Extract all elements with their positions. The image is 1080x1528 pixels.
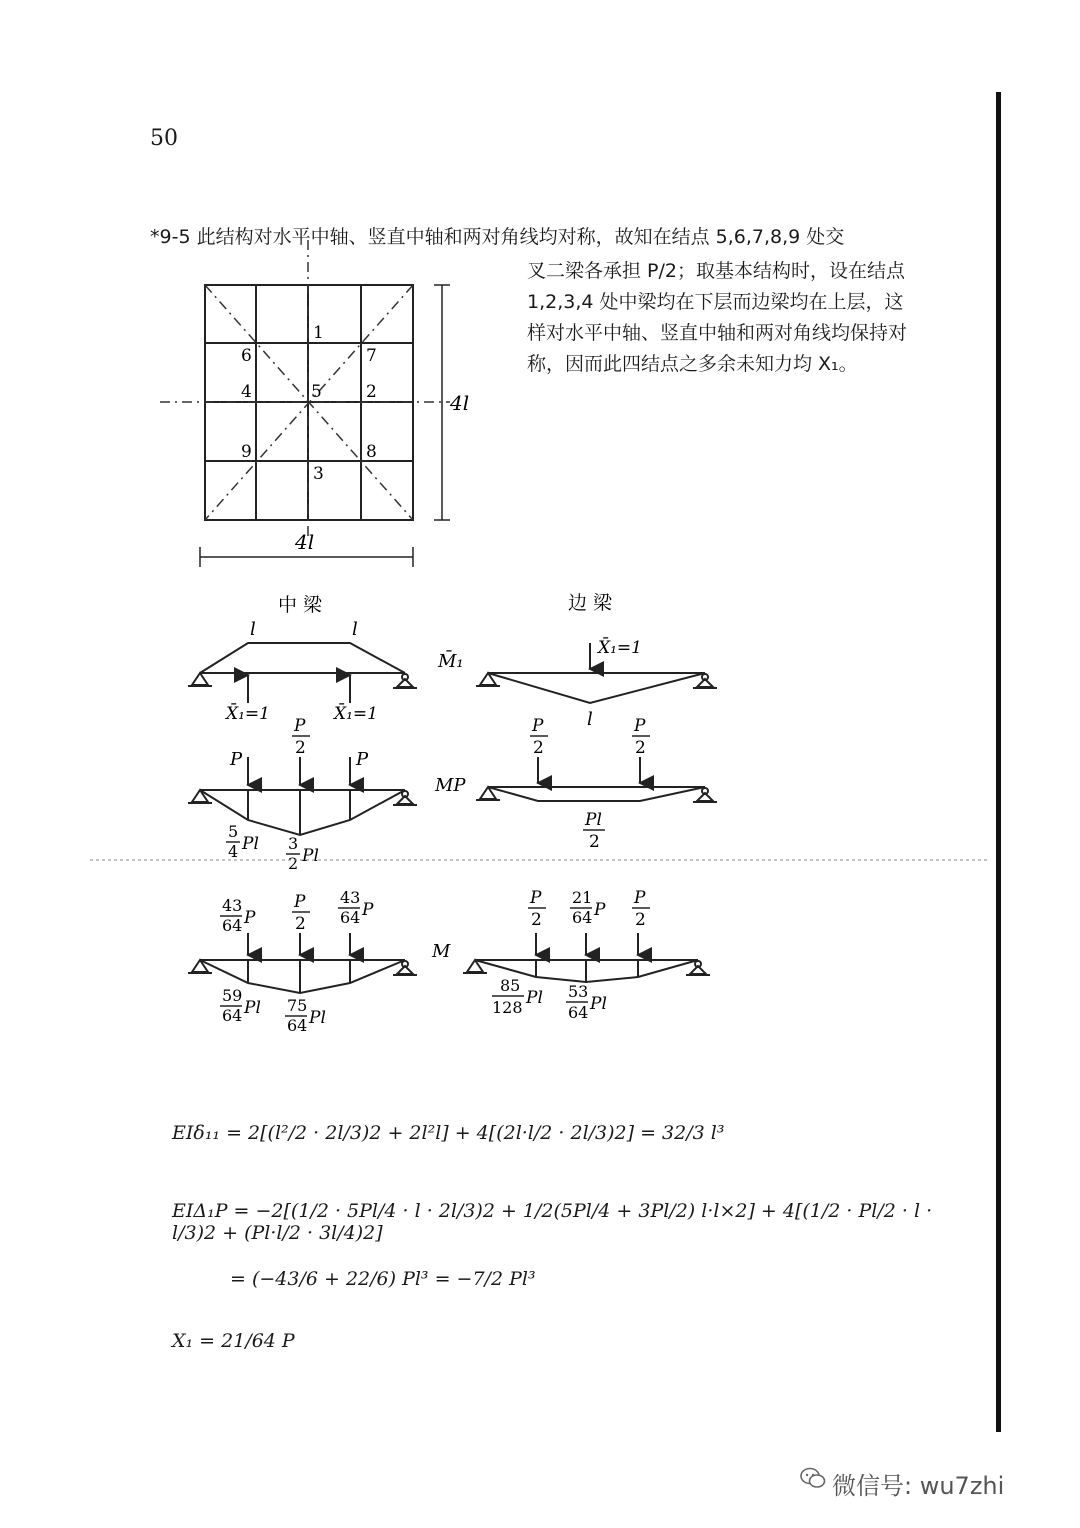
svg-text:64: 64	[287, 1016, 308, 1035]
label-M1: M̄₁	[438, 651, 464, 672]
svg-text:2: 2	[288, 854, 299, 873]
node-4: 4	[241, 382, 252, 402]
edge-beam-title: 边 梁	[568, 592, 613, 614]
svg-text:4: 4	[228, 842, 239, 861]
svg-text:Pl: Pl	[244, 998, 261, 1018]
label-MP: MP	[435, 775, 466, 796]
svg-text:53: 53	[568, 982, 589, 1001]
svg-text:21: 21	[572, 888, 593, 907]
svg-text:P: P	[530, 888, 542, 908]
wechat-icon	[800, 1466, 826, 1490]
svg-text:P: P	[634, 716, 646, 736]
node-6: 6	[241, 346, 252, 366]
dim-bottom-label: 4l	[295, 530, 315, 554]
node-5: 5	[311, 382, 322, 402]
svg-text:43: 43	[340, 888, 361, 907]
equation-1: EIδ₁₁ = 2[(l²/2 · 2l/3)2 + 2l²l] + 4[(2l·l/2 · 2l/3)2] = 32/3 l³	[172, 1122, 725, 1144]
svg-text:64: 64	[222, 916, 243, 935]
node-9: 9	[241, 442, 252, 462]
svg-text:2: 2	[589, 832, 600, 852]
watermark-text: 微信号: wu7zhi	[832, 1472, 1005, 1500]
svg-text:l: l	[352, 619, 358, 640]
svg-text:2: 2	[533, 738, 544, 758]
svg-text:l: l	[587, 709, 593, 730]
svg-text:P: P	[362, 900, 374, 920]
svg-text:3: 3	[288, 834, 299, 853]
equation-3: = (−43/6 + 22/6) Pl³ = −7/2 Pl³	[230, 1268, 536, 1290]
node-3: 3	[313, 464, 324, 484]
equation-4: X₁ = 21/64 P	[172, 1330, 295, 1352]
svg-text:128: 128	[492, 998, 523, 1017]
problem-text-line1: *9-5 此结构对水平中轴、竖直中轴和两对角线均对称，故知在结点 5,6,7,8,9 处交	[150, 226, 845, 248]
svg-text:P: P	[356, 749, 369, 770]
middle-beam-title: 中 梁	[278, 594, 323, 616]
svg-text:P: P	[594, 900, 606, 920]
svg-text:Pl: Pl	[302, 846, 319, 866]
svg-text:Pl: Pl	[309, 1008, 326, 1028]
node-7: 7	[366, 346, 377, 366]
svg-text:P: P	[244, 908, 256, 928]
svg-text:64: 64	[340, 908, 361, 927]
svg-text:2: 2	[295, 738, 306, 758]
svg-text:P: P	[230, 749, 243, 770]
page-separator	[90, 858, 990, 862]
svg-text:X̄₁=1: X̄₁=1	[334, 704, 378, 724]
svg-text:85: 85	[500, 976, 521, 995]
svg-text:2: 2	[635, 738, 646, 758]
svg-text:75: 75	[287, 996, 308, 1015]
svg-text:2: 2	[635, 910, 646, 930]
svg-text:64: 64	[572, 908, 593, 927]
problem-text-rest: 叉二梁各承担 P/2；取基本结构时，设在结点 1,2,3,4 处中梁均在下层而边梁均在上层，这样对水平中轴、竖直中轴和两对角线均保持对称，因而此四结点之多余未知力均 X₁。	[527, 260, 908, 375]
equation-2: EIΔ₁P = −2[(1/2 · 5Pl/4 · l · 2l/3)2 + 1/2(5Pl/4 + 3Pl/2) l·l×2] + 4[(1/2 · Pl/2 · l · l/3)2 + (Pl·l/2 · 3l/4)2]	[172, 1200, 933, 1244]
svg-text:2: 2	[295, 914, 306, 934]
svg-text:Pl: Pl	[590, 994, 607, 1014]
binding-edge-line	[996, 92, 1001, 1432]
svg-text:P: P	[532, 716, 544, 736]
grid-diagram	[150, 235, 490, 580]
node-2: 2	[366, 382, 377, 402]
svg-text:2: 2	[531, 910, 542, 930]
svg-text:43: 43	[222, 896, 243, 915]
svg-text:P: P	[294, 716, 306, 736]
svg-text:Pl: Pl	[526, 988, 543, 1008]
beam-diagrams	[170, 585, 770, 1045]
svg-text:Pl: Pl	[585, 810, 602, 830]
svg-text:P: P	[294, 892, 306, 912]
svg-text:X̄₁=1: X̄₁=1	[598, 638, 642, 658]
svg-text:64: 64	[222, 1006, 243, 1025]
node-8: 8	[366, 442, 377, 462]
dim-right-label: 4l	[450, 391, 470, 415]
node-1: 1	[313, 323, 324, 343]
svg-text:P: P	[634, 888, 646, 908]
svg-text:Pl: Pl	[242, 834, 259, 854]
svg-text:59: 59	[222, 986, 243, 1005]
page-number: 50	[150, 126, 178, 151]
svg-text:X̄₁=1: X̄₁=1	[226, 704, 270, 724]
svg-text:l: l	[250, 619, 256, 640]
svg-text:5: 5	[228, 822, 239, 841]
label-M: M	[432, 941, 451, 962]
svg-text:64: 64	[568, 1003, 589, 1022]
